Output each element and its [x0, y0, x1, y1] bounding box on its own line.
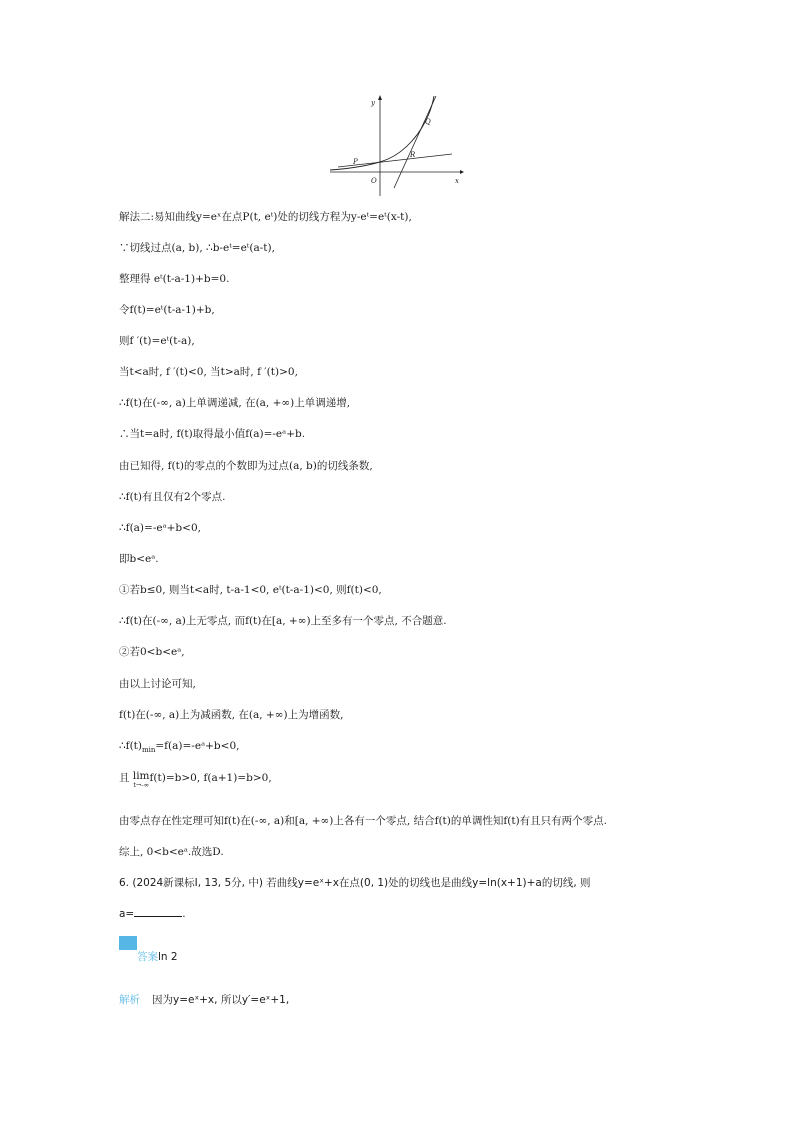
limit-pre: 且 — [119, 772, 130, 784]
analysis-text: 因为y=eˣ+x, 所以y′=eˣ+1, — [152, 994, 290, 1006]
limit-post: f(t)=b>0, f(a+1)=b>0, — [149, 772, 272, 784]
question-6-line2: a= . — [119, 908, 186, 920]
label-x: x — [455, 177, 459, 185]
solution-conclusion: 综上, 0<b<eᵃ.故选D. — [119, 846, 224, 858]
solution-line-13: ①若b≤0, 则当t<a时, t-a-1<0, eᵗ(t-a-1)<0, 则f(t)<0, — [119, 584, 382, 596]
solution-line-8: ∴当t=a时, f(t)取得最小值f(a)=-eᵃ+b. — [119, 428, 306, 440]
limit-bottom: t→-∞ — [133, 781, 150, 789]
label-q: Q — [425, 118, 431, 126]
y-axis-arrow — [378, 95, 382, 100]
solution-line-min — [119, 739, 239, 757]
solution-line-17: f(t)在(-∞, a)上为减函数, 在(a, +∞)上为增函数, — [119, 709, 344, 721]
solution-line-14: ∴f(t)在(-∞, a)上无零点, 而f(t)在[a, +∞)上至多有一个零点, 不合题意. — [119, 615, 447, 627]
tangent-line-q — [394, 96, 436, 188]
solution-line-9: 由已知得, f(t)的零点的个数即为过点(a, b)的切线条数, — [119, 460, 373, 472]
answer-value: ln 2 — [158, 951, 178, 963]
answer-blank — [134, 906, 182, 917]
min-pre: ∴f(t) — [119, 740, 142, 752]
analysis-label: 解析 — [119, 994, 140, 1006]
solution-line-7: ∴f(t)在(-∞, a)上单调递减, 在(a, +∞)上单调递增, — [119, 397, 351, 409]
solution-line-15: ②若0<b<eᵃ, — [119, 646, 185, 658]
solution-line-1: 解法二:易知曲线y=eˣ在点P(t, eᵗ)处的切线方程为y-eᵗ=eᵗ(x-t), — [119, 211, 412, 223]
tangent-diagram — [328, 92, 464, 196]
answer-line — [119, 950, 178, 964]
solution-line-limit — [119, 771, 272, 789]
solution-line-zero-theorem: 由零点存在性定理可知f(t)在(-∞, a)和[a, +∞)上各有一个零点, 结合f(t)的单调性知f(t)有且只有两个零点. — [119, 815, 608, 827]
limit-operator — [133, 771, 150, 789]
solution-line-12: 即b<eᵃ. — [119, 553, 159, 565]
x-axis-arrow — [460, 170, 464, 174]
solution-line-5: 则f ′(t)=eᵗ(t-a), — [119, 335, 195, 347]
solution-line-6: 当t<a时, f ′(t)<0, 当t>a时, f ′(t)>0, — [119, 366, 298, 378]
answer-label: 答案 — [137, 951, 158, 963]
label-p: P — [353, 158, 358, 166]
analysis-line — [119, 993, 289, 1007]
question-6-a-label: a= — [119, 908, 135, 920]
solution-line-4: 令f(t)=eᵗ(t-a-1)+b, — [119, 304, 215, 316]
solution-line-16: 由以上讨论可知, — [119, 678, 196, 690]
solution-line-11: ∴f(a)=-eᵃ+b<0, — [119, 522, 201, 534]
answer-tag-icon — [119, 936, 137, 950]
solution-line-10: ∴f(t)有且仅有2个零点. — [119, 491, 226, 503]
label-y: y — [371, 99, 375, 107]
solution-line-3: 整理得 eᵗ(t-a-1)+b=0. — [119, 273, 230, 285]
label-r: R — [410, 151, 416, 159]
solution-line-2: ∵切线过点(a, b), ∴b-eᵗ=eᵗ(a-t), — [119, 242, 275, 254]
exponential-curve — [330, 96, 434, 170]
label-o: O — [371, 177, 377, 185]
min-post: =f(a)=-eᵃ+b<0, — [155, 740, 240, 752]
question-6-text: 6. (2024新课标Ⅰ, 13, 5分, 中) 若曲线y=eˣ+x在点(0, 1)处的切线也是曲线y=ln(x+1)+a的切线, 则 — [119, 877, 591, 889]
limit-top: lim — [132, 770, 150, 782]
min-subscript: min — [141, 746, 156, 754]
